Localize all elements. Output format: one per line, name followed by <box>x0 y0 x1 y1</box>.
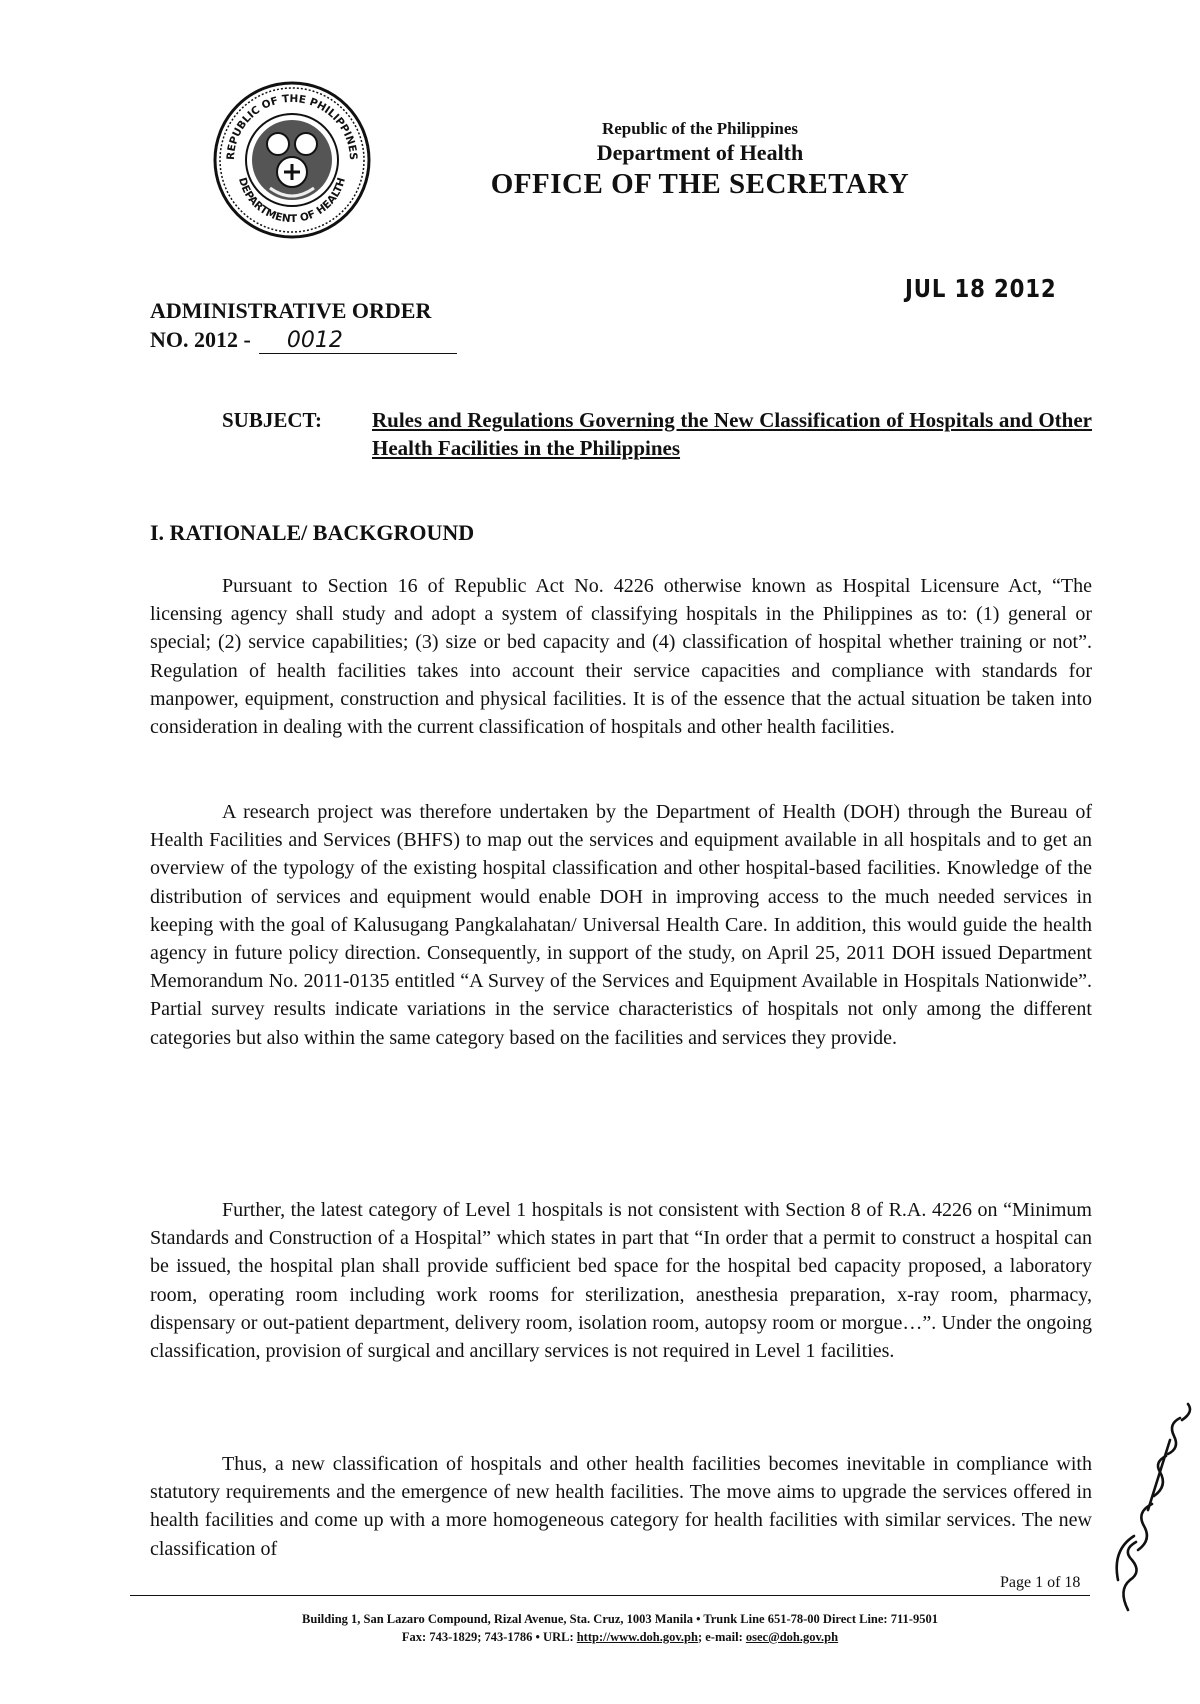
footer-fax-line <box>150 1628 1090 1646</box>
order-type: ADMINISTRATIVE ORDER <box>150 298 432 323</box>
page-number: Page 1 of 18 <box>1000 1574 1081 1591</box>
doh-seal-logo <box>212 80 372 240</box>
office-heading: OFFICE OF THE SECRETARY <box>490 168 910 200</box>
footer-contact <box>150 1610 1090 1646</box>
order-number-line <box>150 325 457 354</box>
subject-text: Rules and Regulations Governing the New Classification of Hospitals and Other Health Facilities in the Philippines <box>372 408 1092 460</box>
date-stamp: JUL 18 2012 <box>905 274 1057 303</box>
svg-text:REPUBLIC OF THE PHILIPPINES: REPUBLIC OF THE PHILIPPINES <box>224 92 360 161</box>
svg-text:DEPARTMENT OF HEALTH: DEPARTMENT OF HEALTH <box>236 176 348 226</box>
paragraph-4: Thus, a new classification of hospitals and other health facilities becomes inevitable in compliance with statutory requirements and the emergence of new health facilities. The move aims to upgrade the services offered in health facilities and come up with a more homogeneous category for health facilities with similar services. The new classification of <box>150 1453 1092 1560</box>
order-number-block <box>150 296 457 354</box>
subject-block <box>222 406 1092 462</box>
footer-fax: Fax: 743-1829; 743-1786 • URL: <box>401 1630 577 1644</box>
footer-address: Building 1, San Lazaro Compound, Rizal Avenue, Sta. Cruz, 1003 Manila • Trunk Line 651-78-00 Direct Line: 711-9501 <box>302 1612 938 1626</box>
handwritten-initials <box>1108 1400 1200 1620</box>
order-number-handwritten: 0012 <box>259 329 457 354</box>
footer-url-link[interactable]: http://www.doh.gov.ph <box>576 1630 698 1644</box>
footer-email-link[interactable]: osec@doh.gov.ph <box>745 1630 839 1644</box>
section-heading: I. RATIONALE/ BACKGROUND <box>150 520 475 545</box>
paragraph-2: A research project was therefore undertaken by the Department of Health (DOH) through the Bureau of Health Facilities and Services (BHFS) to map out the services and equipment available in all hospitals and to get an overview of the typology of the existing hospital classification and other hospital-based facilities. Knowledge of the distribution of services and equipment would enable DOH in improving access to the much needed services in keeping with the goal of Kalusugang Pangkalahatan/ Universal Health Care. In addition, this would guide the health agency in future policy direction. Consequently, in support of the study, on April 25, 2011 DOH issued Department Memorandum No. 2011-0135 entitled “A Survey of the Services and Equipment Available in Hospitals Nationwide”. Partial survey results indicate variations in the service characteristics of hospitals not only among the different categories but also within the same category based on the facilities and services they provide. <box>150 801 1092 1049</box>
paragraph-3: Further, the latest category of Level 1 hospitals is not consistent with Section 8 of R.A. 4226 on “Minimum Standards and Construction of a Hospital” which states in part that “In order that a permit to construct a hospital can be issued, the hospital plan shall provide sufficient bed space for the hospital bed capacity proposed, a laboratory room, operating room including work rooms for sterilization, anesthesia preparation, x-ray room, pharmacy, dispensary or out-patient department, delivery room, isolation room, autopsy room or morgue…”. Under the ongoing classification, provision of surgical and ancillary services is not required in Level 1 facilities. <box>150 1199 1092 1363</box>
subject-label: SUBJECT: <box>222 408 322 432</box>
paragraph-1: Pursuant to Section 16 of Republic Act No. 4226 otherwise known as Hospital Licensure Act, “The licensing agency shall study and adopt a system of classifying hospitals in the Philippines as to: (1) general or special; (2) service capabilities; (3) size or bed capacity and (4) classification of hospital whether training or not”. Regulation of health facilities takes into account their service capacities and compliance with standards for manpower, equipment, construction and physical facilities. It is of the essence that the actual situation be taken into consideration in dealing with the current classification of hospitals and other health facilities. <box>150 575 1092 739</box>
order-number-prefix: NO. 2012 - <box>150 327 251 352</box>
republic-heading: Republic of the Philippines <box>601 119 798 138</box>
letterhead <box>470 118 930 202</box>
footer-email-prefix: ; e-mail: <box>697 1630 746 1644</box>
department-heading: Department of Health <box>596 140 804 165</box>
footer-divider <box>130 1595 1090 1596</box>
